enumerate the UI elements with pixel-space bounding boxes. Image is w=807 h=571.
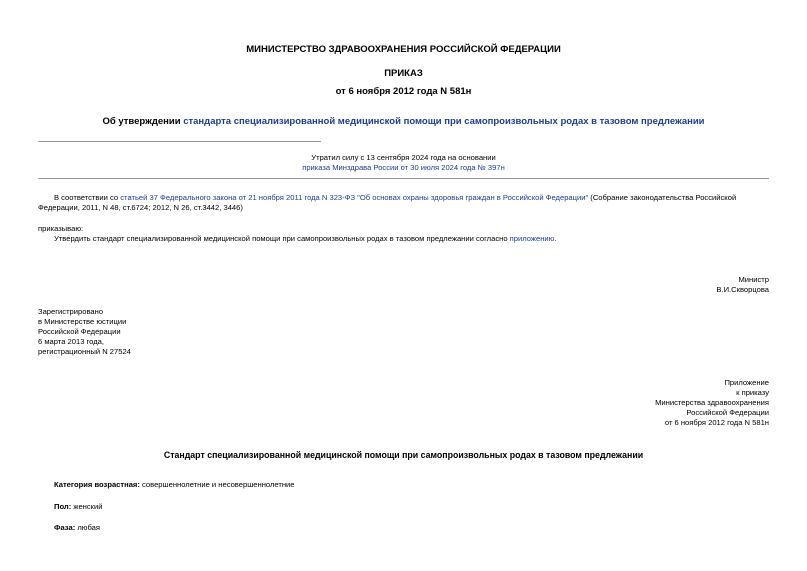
order-paragraph bbox=[54, 234, 774, 244]
ministry-heading: МИНИСТЕРСТВО ЗДРАВООХРАНЕНИЯ РОССИЙСКОЙ ФЕДЕРАЦИИ bbox=[246, 44, 561, 55]
signature-block bbox=[716, 275, 769, 295]
title-prefix: Об утверждении bbox=[102, 116, 184, 127]
order-text: Утвердить стандарт специализированной медицинской помощи при самопроизвольных родах в тазовом предлежании согласно bbox=[54, 234, 510, 243]
appendix-line: Российской Федерации bbox=[686, 408, 769, 417]
preamble-law-link[interactable]: статьей 37 Федерального закона от 21 ноября 2011 года N 323-ФЗ "Об основах охраны здоровья граждан в Российской Федерации" bbox=[120, 193, 589, 202]
registration-line: регистрационный N 27524 bbox=[38, 347, 131, 356]
phase-value: любая bbox=[75, 523, 100, 532]
age-category-value: совершеннолетние и несовершеннолетние bbox=[139, 480, 295, 489]
long-divider bbox=[38, 178, 769, 179]
repeal-notice-link[interactable]: приказа Минздрава России от 30 июля 2024 года № 397н bbox=[302, 163, 505, 172]
age-category-label: Категория возрастная: bbox=[54, 480, 140, 489]
appendix-link[interactable]: приложению bbox=[509, 234, 555, 243]
doc-date-heading: от 6 ноября 2012 года N 581н bbox=[335, 86, 472, 97]
appendix-line: от 6 ноября 2012 года N 581н bbox=[664, 418, 769, 427]
registration-line: в Министерстве юстиции bbox=[38, 317, 127, 326]
doc-type-heading: ПРИКАЗ bbox=[384, 68, 423, 79]
registration-block bbox=[38, 307, 131, 357]
order-end: . bbox=[554, 234, 557, 243]
repeal-notice bbox=[0, 153, 807, 173]
sex-label: Пол: bbox=[54, 502, 72, 511]
short-divider bbox=[38, 141, 321, 142]
signature-position: Министр bbox=[738, 275, 769, 284]
sex-row bbox=[54, 502, 102, 512]
registration-line: Российской Федерации bbox=[38, 327, 121, 336]
standard-title: Стандарт специализированной медицинской помощи при самопроизвольных родах в тазовом предлежании bbox=[163, 450, 644, 460]
document-title bbox=[0, 116, 807, 127]
signature-name: В.И.Скворцова bbox=[716, 285, 769, 294]
appendix-line: Приложение bbox=[724, 378, 769, 387]
preamble-suffix: (Собрание законодательства Российской Федерации, 2011, N 48, ст.6724; 2012, N 26, ст.3442, 3446) bbox=[38, 193, 737, 212]
title-link[interactable]: стандарта специализированной медицинской помощи при самопроизвольных родах в тазовом предлежании bbox=[183, 116, 705, 127]
repeal-notice-text: Утратил силу с 13 сентября 2024 года на основании bbox=[311, 153, 496, 162]
appendix-line: Министерства здравоохранения bbox=[655, 398, 769, 407]
phase-row bbox=[54, 523, 100, 533]
order-label: приказываю: bbox=[38, 224, 84, 233]
appendix-block bbox=[655, 378, 769, 428]
age-category-row bbox=[54, 480, 295, 490]
preamble-prefix: В соответствии со bbox=[54, 193, 121, 202]
registration-line: Зарегистрировано bbox=[38, 307, 104, 316]
registration-line: 6 марта 2013 года, bbox=[38, 337, 104, 346]
phase-label: Фаза: bbox=[54, 523, 76, 532]
preamble-paragraph bbox=[38, 193, 773, 213]
sex-value: женский bbox=[71, 502, 103, 511]
appendix-line: к приказу bbox=[736, 388, 769, 397]
